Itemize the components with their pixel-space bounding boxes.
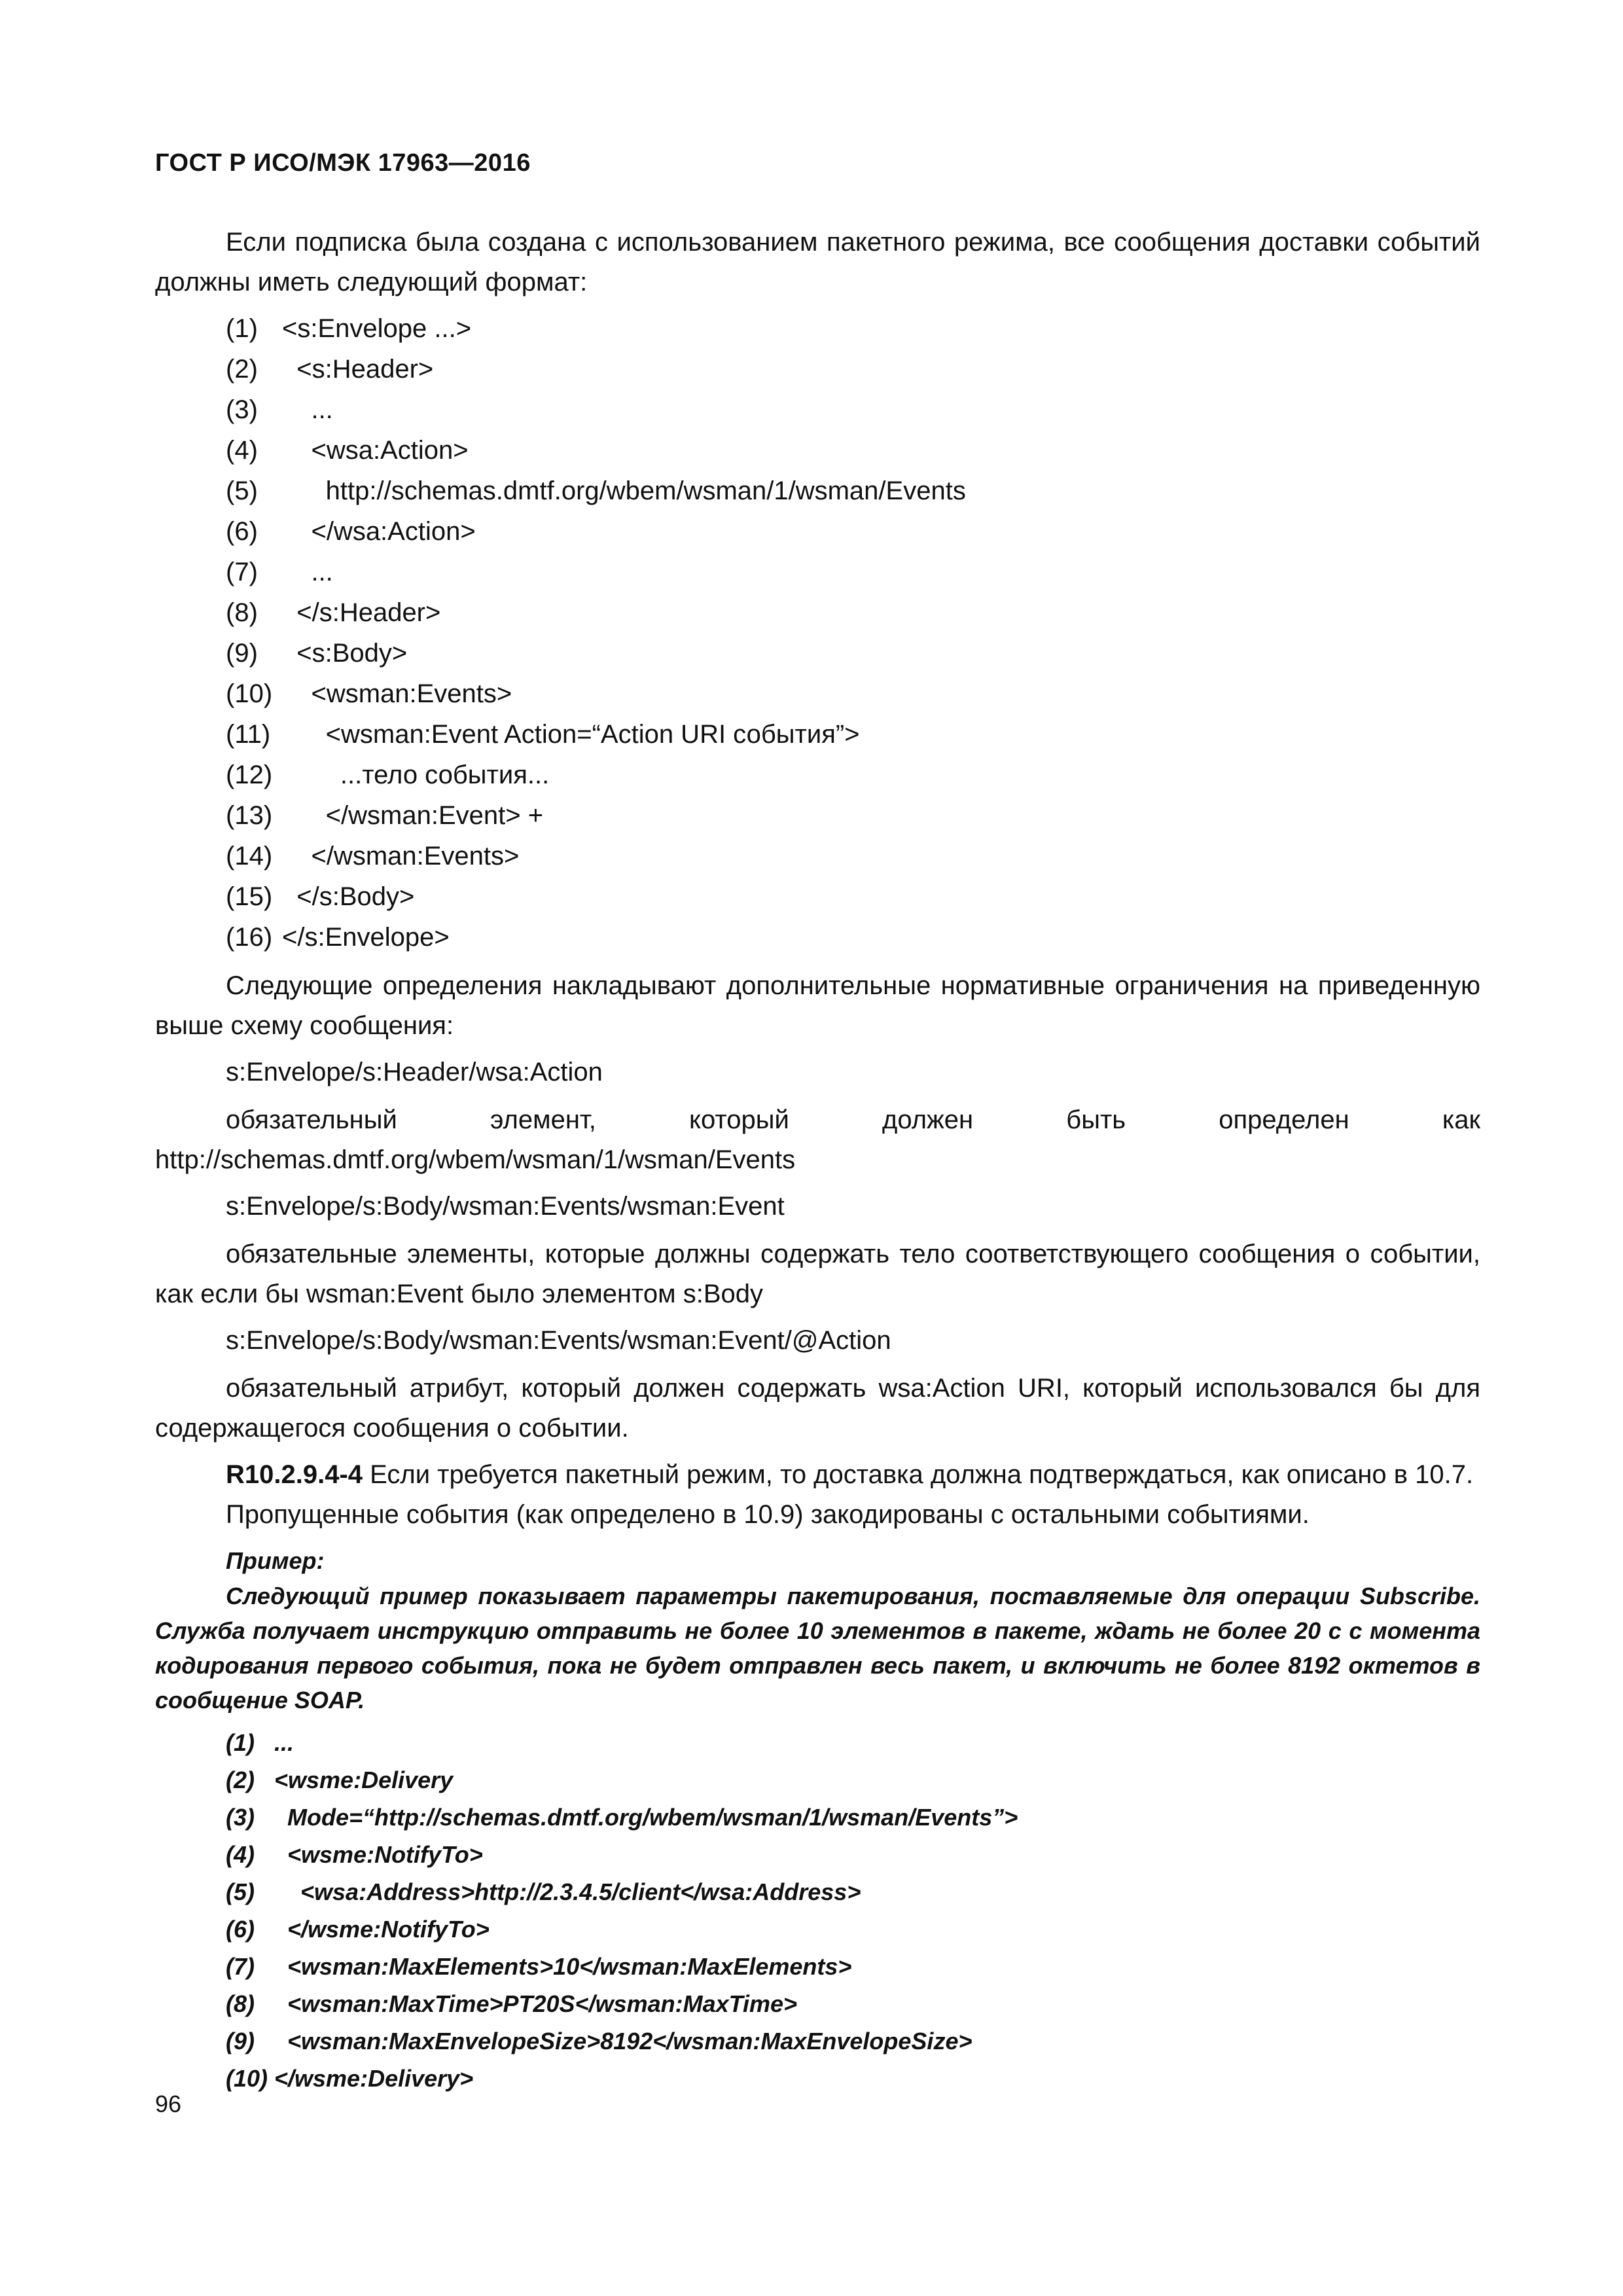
example-code-line [155,2058,1480,2096]
line-number: (14) [226,842,273,870]
code-text: </s:Header> [282,598,441,627]
intro-paragraph: Если подписка была создана с использованием пакетного режима, все сообщения доставки событий должны иметь следующий формат: [155,228,1480,296]
line-number: (2) [226,355,258,384]
code-text: <wsa:Address>http://2.3.4.5/client</wsa:Address> [274,1878,861,1905]
line-number: (5) [226,1878,255,1905]
example-label: Пример: [226,1547,325,1574]
line-number: (3) [226,395,258,424]
code-text: <s:Body> [282,639,408,668]
code-text: </wsme:NotifyTo> [274,1916,490,1943]
page-number: 96 [155,2090,182,2117]
line-number: (4) [226,436,258,465]
example-code-line [155,1872,1480,1909]
code-line [155,390,1480,431]
code-text: <wsme:Delivery [274,1767,454,1793]
code-line [155,634,1480,674]
code-line [155,350,1480,390]
line-number: (3) [226,1804,255,1831]
line-number: (5) [226,476,258,505]
rule-id: R10.2.9.4-4 [226,1460,363,1489]
line-number: (1) [226,314,258,343]
code-line [155,552,1480,593]
code-listing [155,309,1480,958]
definition-description: обязательный элемент, который должен быть определен как http://schemas.dmtf.org/wbem/wsman/1/wsman/Events [155,1105,1480,1174]
missed-events-paragraph: Пропущенные события (как определено в 10.9) закодированы с остальными событиями. [226,1500,1310,1529]
code-text: </wsa:Action> [282,517,476,546]
code-text: ... [282,558,333,586]
line-number: (4) [226,1841,255,1868]
code-text: <wsman:MaxElements>10</wsman:MaxElements> [274,1953,852,1980]
line-number: (7) [226,1953,255,1980]
definition-term: s:Envelope/s:Header/wsa:Action [226,1058,603,1086]
code-text: ... [282,395,333,424]
line-number: (6) [226,1916,255,1943]
code-text: </s:Body> [282,882,415,911]
line-number: (7) [226,558,258,586]
code-text: <wsa:Action> [282,436,469,465]
code-line [155,674,1480,715]
example-code-line [155,1797,1480,1835]
line-number: (2) [226,1767,255,1793]
document-body [155,223,1480,2104]
code-text: <wsme:NotifyTo> [274,1841,483,1868]
requirement-rule [155,1455,1480,1495]
code-text: ... [274,1729,294,1756]
example-code-line [155,1835,1480,1872]
example-code-line [155,1723,1480,1760]
line-number: (12) [226,761,273,789]
definition-description: обязательный атрибут, который должен содержать wsa:Action URI, который использовался бы для содержащегося сообщения о событии. [155,1374,1480,1443]
code-line [155,431,1480,471]
line-number: (8) [226,1990,255,2017]
code-text: </wsman:Events> [282,842,520,870]
line-number: (15) [226,882,273,911]
line-number: (13) [226,801,273,830]
definition-term: s:Envelope/s:Body/wsman:Events/wsman:Event/@Action [226,1326,891,1355]
code-text: <wsman:Event Action=“Action URI события”> [282,720,860,749]
code-text: ...тело события... [282,761,550,789]
code-text: <wsman:Events> [282,679,512,708]
example-code-line [155,1909,1480,1946]
example-text: Следующий пример показывает параметры пакетирования, поставляемые для операции Subscribe. Служба получает инструкцию отправить не более 10 элементов в пакете, ждать не более 20 с с момента кодирования первого события, пока не будет отправлен весь пакет, и включить не более 8192 октетов в сообщение SOAP. [155,1583,1480,1713]
code-text: </wsman:Event> + [282,801,544,830]
code-text: </wsme:Delivery> [274,2065,474,2092]
definition-description: обязательные элементы, которые должны содержать тело соответствующего сообщения о событии, как если бы wsman:Event было элементом s:Body [155,1240,1480,1308]
code-text: <s:Header> [282,355,434,384]
line-number: (16) [226,923,273,952]
definition-term: s:Envelope/s:Body/wsman:Events/wsman:Event [226,1192,785,1221]
line-number: (9) [226,639,258,668]
line-number: (10) [226,2065,268,2092]
line-number: (9) [226,2028,255,2054]
line-number: (1) [226,1729,255,1756]
code-line [155,593,1480,634]
example-code-listing [155,1723,1480,2096]
code-line [155,512,1480,552]
code-text: <s:Envelope ...> [282,314,472,343]
code-line [155,309,1480,350]
code-line [155,471,1480,512]
line-number: (8) [226,598,258,627]
code-text: http://schemas.dmtf.org/wbem/wsman/1/wsman/Events [282,476,966,505]
example-code-line [155,1984,1480,2021]
code-line [155,796,1480,836]
code-line [155,755,1480,796]
code-text: </s:Envelope> [282,923,450,952]
code-line [155,836,1480,877]
code-line [155,877,1480,918]
code-text: Mode=“http://schemas.dmtf.org/wbem/wsman/1/wsman/Events”> [274,1804,1018,1831]
example-code-line [155,2021,1480,2058]
example-code-line [155,1760,1480,1797]
code-line [155,715,1480,755]
code-line [155,918,1480,958]
code-text: <wsman:MaxEnvelopeSize>8192</wsman:MaxEnvelopeSize> [274,2028,972,2054]
document-header: ГОСТ Р ИСО/МЭК 17963—2016 [155,149,531,177]
example-code-line [155,1946,1480,1984]
line-number: (6) [226,517,258,546]
code-text: <wsman:MaxTime>PT20S</wsman:MaxTime> [274,1990,798,2017]
line-number: (11) [226,720,271,749]
definitions-intro: Следующие определения накладывают дополнительные нормативные ограничения на приведенную выше схему сообщения: [155,971,1480,1040]
rule-text: Если требуется пакетный режим, то доставка должна подтверждаться, как описано в 10.7. [363,1460,1474,1489]
line-number: (10) [226,679,273,708]
